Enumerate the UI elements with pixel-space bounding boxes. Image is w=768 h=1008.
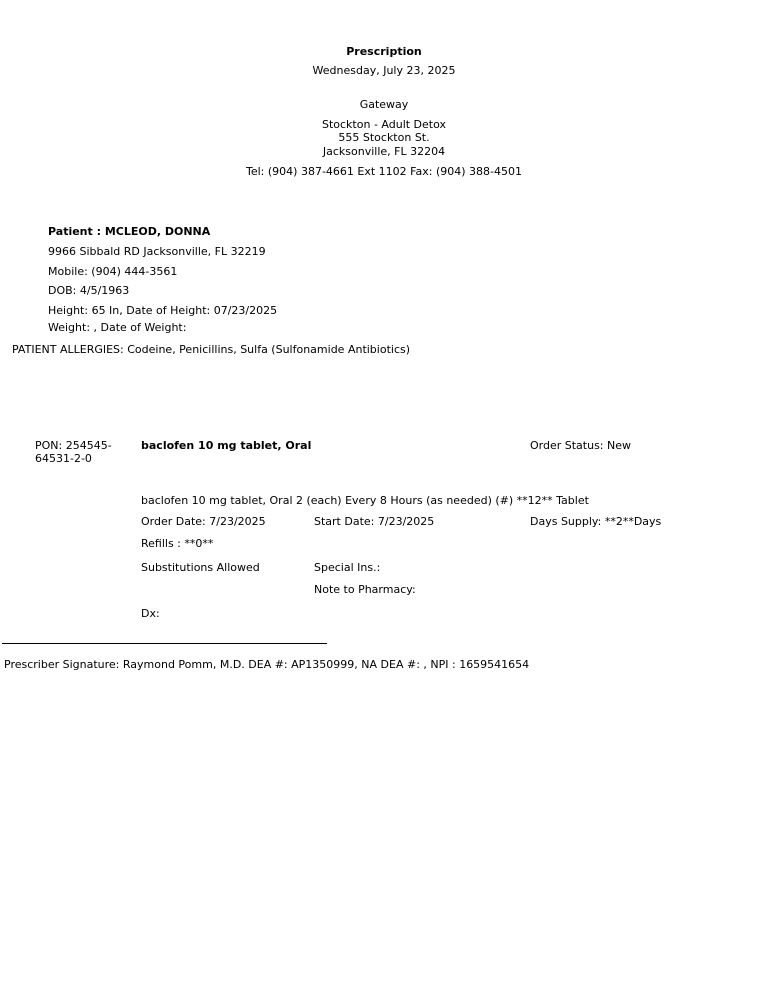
drug-name: baclofen 10 mg tablet, Oral: [141, 439, 312, 452]
patient-name: Patient : MCLEOD, DONNA: [48, 225, 211, 238]
patient-weight: Weight: , Date of Weight:: [48, 321, 187, 334]
signature-line: [2, 643, 327, 644]
patient-height: Height: 65 In, Date of Height: 07/23/2025: [48, 304, 278, 317]
facility-phone: Tel: (904) 387-4661 Ext 1102 Fax: (904) 388-4501: [246, 165, 522, 178]
patient-mobile: Mobile: (904) 444-3561: [48, 265, 178, 278]
order-status: Order Status: New: [530, 439, 632, 452]
document-title: Prescription: [346, 45, 422, 58]
patient-allergies: PATIENT ALLERGIES: Codeine, Penicillins, Sulfa (Sulfonamide Antibiotics): [12, 343, 411, 356]
patient-dob: DOB: 4/5/1963: [48, 284, 130, 297]
substitutions: Substitutions Allowed: [141, 561, 260, 574]
diagnosis: Dx:: [141, 607, 160, 620]
patient-address: 9966 Sibbald RD Jacksonville, FL 32219: [48, 245, 266, 258]
pon-line1: PON: 254545-: [35, 439, 112, 452]
sig-instructions: baclofen 10 mg tablet, Oral 2 (each) Every 8 Hours (as needed) (#) **12** Tablet: [141, 494, 589, 507]
days-supply: Days Supply: **2**Days: [530, 515, 662, 528]
pon-line2: 64531-2-0: [35, 452, 92, 465]
facility-address-line1: 555 Stockton St.: [338, 131, 430, 144]
note-to-pharmacy: Note to Pharmacy:: [314, 583, 416, 596]
facility-name: Stockton - Adult Detox: [321, 118, 447, 131]
prescriber-signature: Prescriber Signature: Raymond Pomm, M.D. DEA #: AP1350999, NA DEA #: , NPI : 1659541654: [4, 658, 530, 671]
facility-address-line2: Jacksonville, FL 32204: [322, 145, 446, 158]
document-date: Wednesday, July 23, 2025: [312, 64, 456, 77]
special-instructions: Special Ins.:: [314, 561, 381, 574]
organization-name: Gateway: [359, 98, 409, 111]
order-date: Order Date: 7/23/2025: [141, 515, 266, 528]
start-date: Start Date: 7/23/2025: [314, 515, 435, 528]
refills: Refills : **0**: [141, 537, 214, 550]
